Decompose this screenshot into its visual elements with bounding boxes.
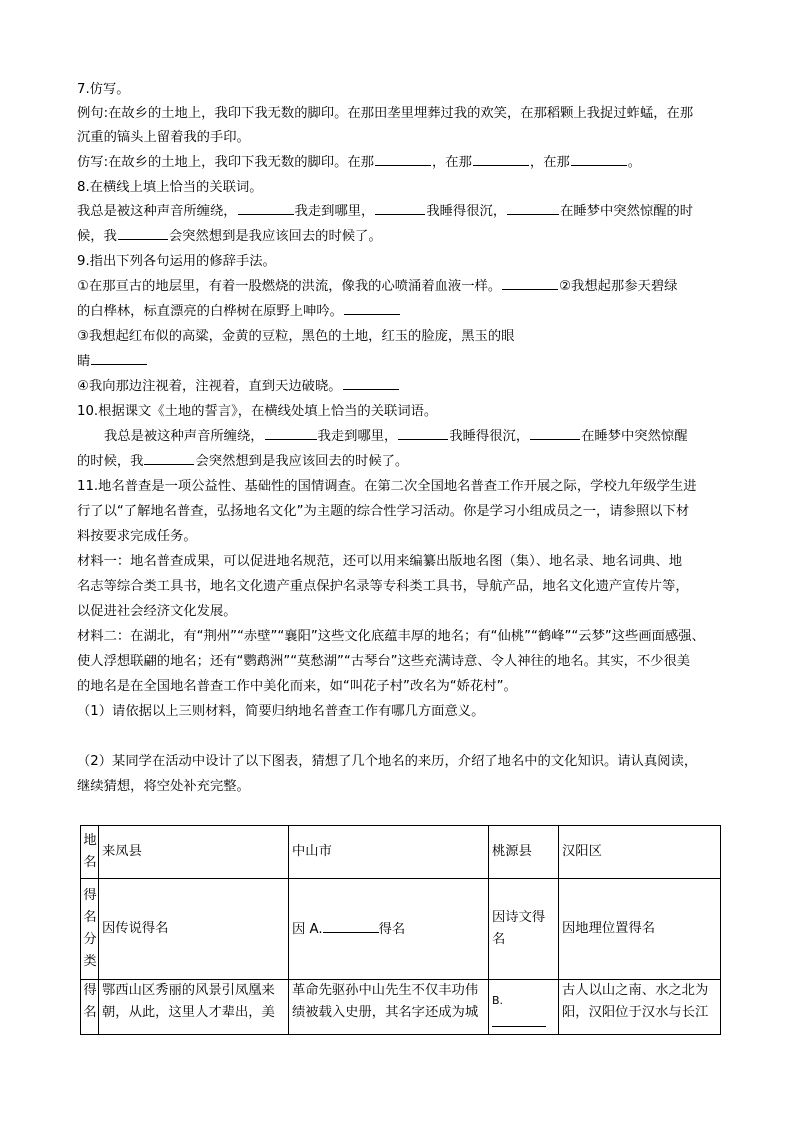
- q8-text-a: 我总是被这种声音所缠绕，: [77, 204, 237, 219]
- place-name-table: [80, 825, 721, 1035]
- category-cell: 因地理位置得名: [559, 879, 721, 980]
- q9-title: 9.指出下列各句运用的修辞手法。: [77, 254, 276, 269]
- q8-text-f: 会突然想到是我应该回去的时候了。: [168, 229, 382, 244]
- header-reason: [81, 980, 99, 1035]
- header-reason-label: 得名: [83, 983, 97, 1020]
- q11-sub1: （1）请依据以上三则材料，简要归纳地名普查工作有哪几方面意义。: [77, 704, 485, 719]
- category-zhongshan-a: 因 A.: [292, 921, 323, 937]
- q7-example-line-2: 沉重的镐头上留着我的手印。: [77, 130, 250, 145]
- q9-line-1: [77, 275, 722, 299]
- q8-title: 8.在横线上填上恰当的关联词。: [77, 180, 263, 195]
- header-place: [81, 826, 99, 879]
- header-category-label: 得名分类: [83, 888, 97, 969]
- q11-intro-1: 11.地名普查是一项公益性、基础性的国情调查。在第二次全国地名普查工作开展之际，学校九年级学生进: [77, 479, 697, 494]
- reason-laifeng: 鄂西山区秀丽的风景引凤凰来朝，从此，这里人才辈出，美: [102, 983, 275, 1020]
- header-category: [81, 879, 99, 980]
- reason-taoyuan: B.: [492, 994, 504, 1007]
- q10-title: 10.根据课文《土地的誓言》，在横线处填上恰当的关联词语。: [77, 404, 438, 419]
- table-row: [81, 826, 721, 879]
- q8-text-e: 候，我: [77, 229, 117, 244]
- q8-text-c: 我睡得很沉，: [426, 204, 507, 219]
- place-cell: 中山市: [289, 826, 489, 879]
- reason-cell: [559, 980, 721, 1035]
- q11-intro-2: 行了以“了解地名普查，弘扬地名文化”为主题的综合性学习活动。你是学习小组成员之一，请参照以下材: [77, 504, 690, 519]
- q9-blank-4[interactable]: [343, 375, 399, 390]
- q9-line-5: [77, 375, 722, 399]
- q11-intro-3: 料按要求完成任务。: [77, 529, 197, 544]
- q10-blank-4[interactable]: [144, 450, 194, 465]
- category-cell: [289, 879, 489, 980]
- q8-line-2: [77, 225, 722, 249]
- place-cell: 来凤县: [99, 826, 289, 879]
- q10-blank-2[interactable]: [398, 425, 448, 440]
- q8-blank-4[interactable]: [118, 225, 168, 240]
- q10-text-b: 我走到哪里，: [317, 429, 398, 444]
- category-cell: 因传说得名: [99, 879, 289, 980]
- q10-text-f: 会突然想到是我应该回去的时候了。: [195, 454, 409, 469]
- q7-blank-2[interactable]: [473, 151, 529, 166]
- q7-imitate-text-c: ，在那: [529, 155, 570, 170]
- table-row: [81, 980, 721, 1035]
- category-cell: 因诗文得名: [489, 879, 559, 980]
- q9-blank-1[interactable]: [502, 275, 558, 290]
- category-zhongshan-b: 得名: [378, 921, 406, 937]
- q11-material2-3: 的地名是在全国地名普查工作中美化而来，如“叫花子村”改名为“娇花村”。: [77, 679, 517, 694]
- reason-cell: [289, 980, 489, 1035]
- q10-line-2: [77, 450, 722, 474]
- q8-line-1: [77, 200, 722, 224]
- q11-material2-2: 使人浮想联翩的地名；还有“鹦鹉洲”“莫愁湖”“古琴台”这些充满诗意、令人神往的地名。其实，不少很美: [77, 654, 691, 669]
- q9-line-2: [77, 300, 722, 324]
- q9-sentence-3-cont: 睛: [77, 354, 91, 369]
- reason-zhongshan: 革命先驱孙中山先生不仅丰功伟绩被载入史册，其名字还成为城: [292, 983, 479, 1020]
- q11-material2-1: 材料二：在湖北，有“荆州”“赤壁”“襄阳”这些文化底蕴丰厚的地名；有“仙桃”“鹤峰”“云梦”这些画面感强、: [77, 629, 705, 644]
- q9-sentence-2-cont: 的白桦林，标直漂亮的白桦树在原野上呻吟。: [77, 304, 343, 319]
- q9-line-3: ③我想起红布似的高粱，金黄的豆粒，黑色的土地，红玉的脸庞，黑玉的眼: [77, 329, 515, 344]
- q10-line-1: [104, 425, 722, 449]
- reason-hanyang: 古人以山之南、水之北为阳，汉阳位于汉水与长江: [562, 983, 709, 1020]
- q10-text-c: 我睡得很沉，: [449, 429, 530, 444]
- q11-sub2-1: （2）某同学在活动中设计了以下图表，猜想了几个地名的来历，介绍了地名中的文化知识。请认真阅读，: [77, 754, 698, 769]
- q8-text-d: 在睡梦中突然惊醒的时: [560, 204, 694, 219]
- q7-imitate-text-a: 仿写:在故乡的土地上，我印下我无数的脚印。在那: [77, 155, 375, 170]
- q7-blank-3[interactable]: [571, 151, 627, 166]
- blank-b[interactable]: [492, 1012, 546, 1027]
- q7-blank-1[interactable]: [375, 151, 431, 166]
- q11-sub2-2: 继续猜想，将空处补充完整。: [77, 779, 250, 794]
- q9-sentence-2: ②我想起那参天碧绿: [559, 279, 678, 294]
- q7-example-line-1: 例句:在故乡的土地上，我印下我无数的脚印。在那田垄里埋葬过我的欢笑，在那稻颗上我捉过蚱蜢，在那: [77, 106, 694, 121]
- q8-text-b: 我走到哪里，: [294, 204, 375, 219]
- q10-text-e: 的时候，我: [77, 454, 144, 469]
- q10-blank-3[interactable]: [530, 425, 580, 440]
- q11-material1-3: 以促进社会经济文化发展。: [77, 604, 237, 619]
- q10-blank-1[interactable]: [265, 425, 317, 440]
- q7-imitate-line: [77, 151, 722, 175]
- q10-text-d: 在睡梦中突然惊醒: [581, 429, 688, 444]
- header-place-label: 地名: [83, 833, 97, 870]
- q11-material1-1: 材料一：地名普查成果，可以促进地名规范，还可以用来编纂出版地名图（集）、地名录、地名词典、地: [77, 554, 683, 569]
- q9-blank-3[interactable]: [91, 350, 147, 365]
- q7-imitate-text-d: 。: [627, 155, 642, 170]
- q9-sentence-1: ①在那亘古的地层里，有着一股燃烧的洪流，像我的心喷涌着血液一样。: [77, 279, 502, 294]
- reason-cell: [489, 980, 559, 1035]
- place-cell: 桃源县: [489, 826, 559, 879]
- q11-material1-2: 名志等综合类工具书，地名文化遗产重点保护名录等专科类工具书，导航产品，地名文化遗产宣传片等，: [77, 579, 689, 594]
- q8-blank-1[interactable]: [238, 200, 294, 215]
- place-cell: 汉阳区: [559, 826, 721, 879]
- reason-cell: [99, 980, 289, 1035]
- q10-text-a: 我总是被这种声音所缠绕，: [104, 429, 264, 444]
- q8-blank-2[interactable]: [375, 200, 425, 215]
- blank-a[interactable]: [323, 918, 379, 933]
- q9-line-4: [77, 350, 722, 374]
- q7-title: 7.仿写。: [77, 82, 130, 97]
- q7-imitate-text-b: ，在那: [432, 155, 472, 170]
- q8-blank-3[interactable]: [507, 200, 559, 215]
- q9-sentence-4: ④我向那边注视着，注视着，直到天边破晓。: [77, 379, 342, 394]
- table-row: [81, 879, 721, 980]
- q9-blank-2[interactable]: [344, 300, 400, 315]
